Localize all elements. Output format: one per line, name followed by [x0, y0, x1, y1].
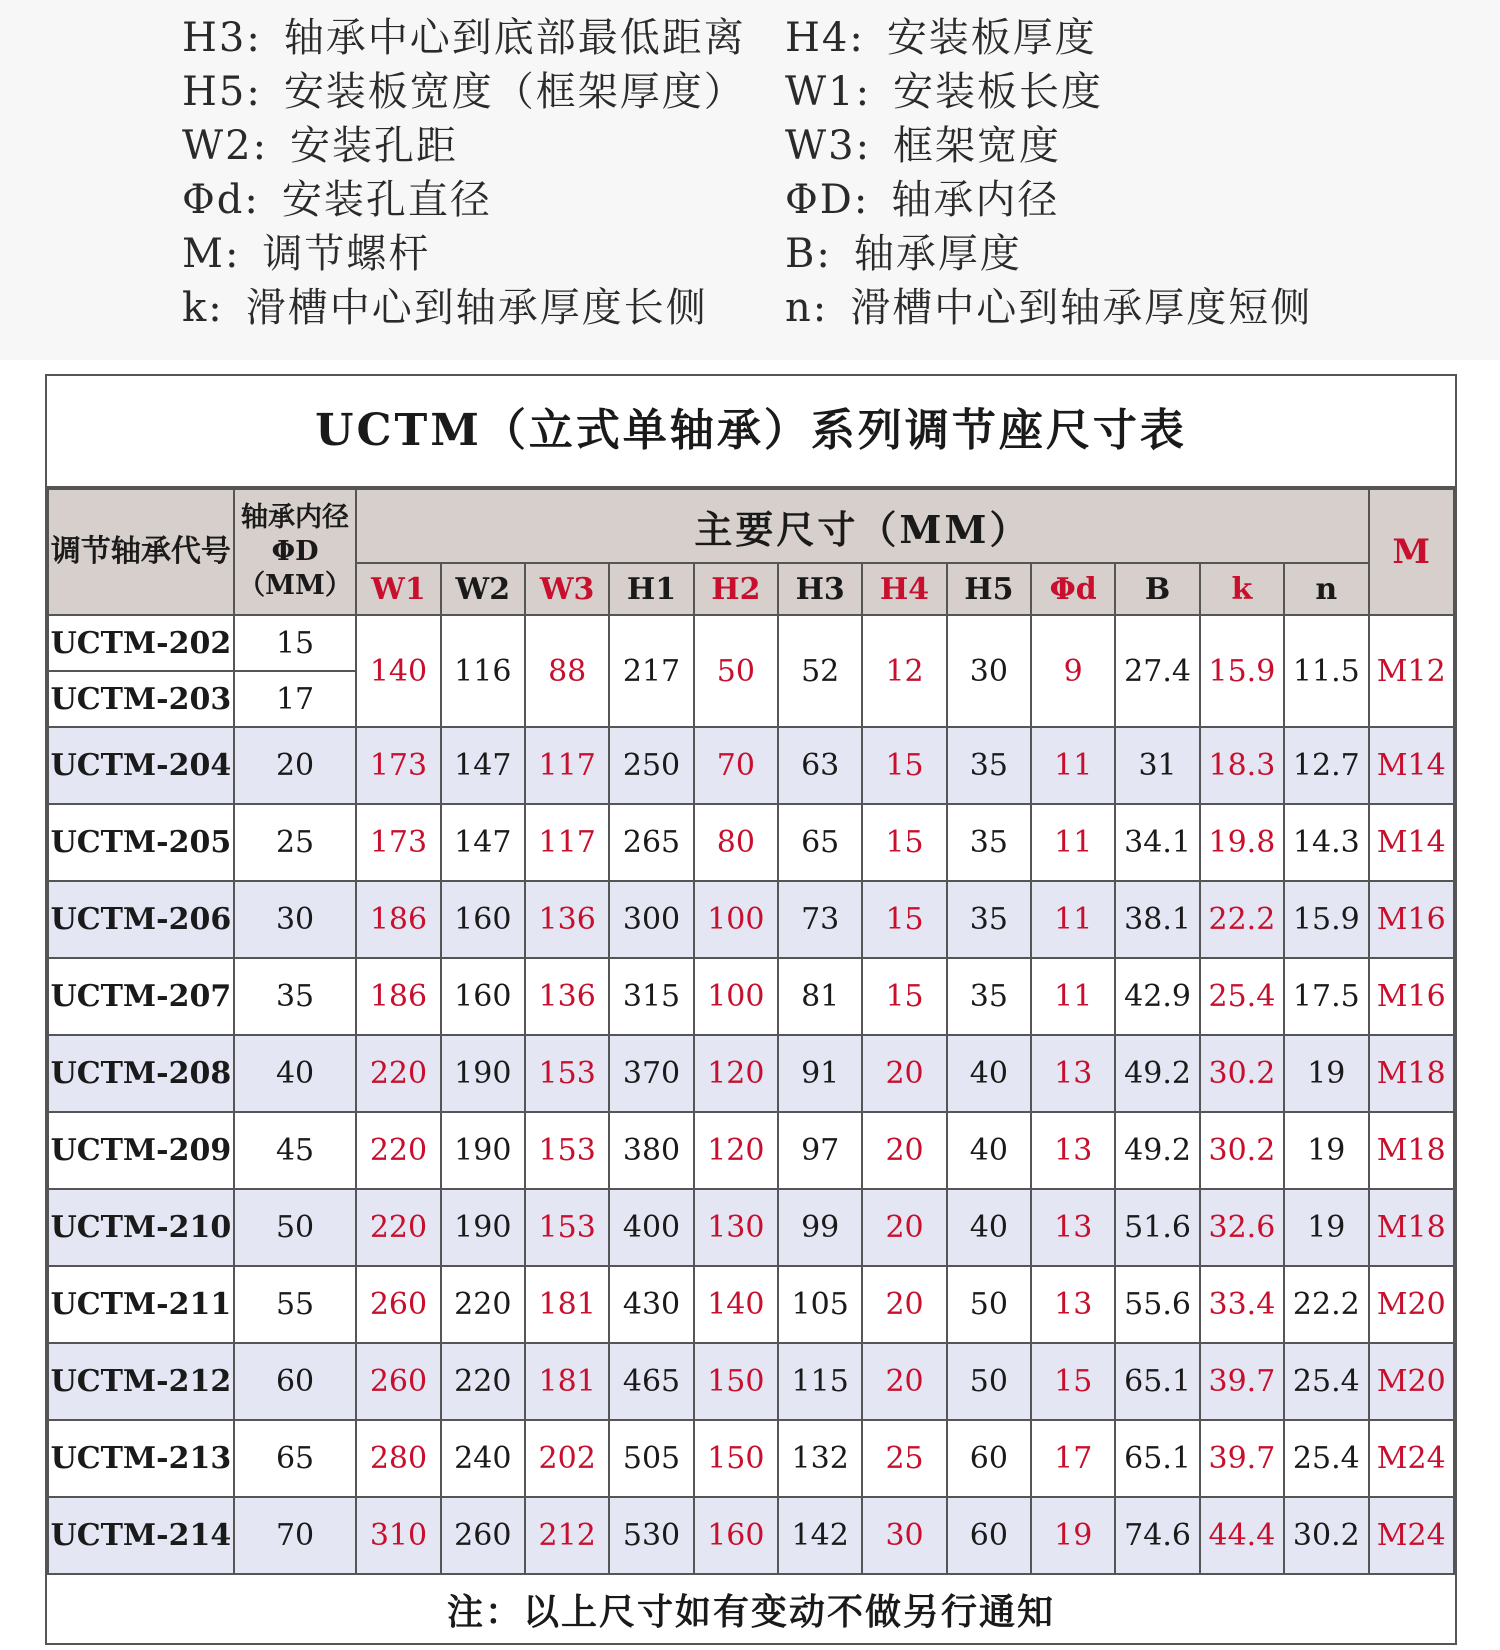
- value-cell: 30.2: [1200, 1112, 1284, 1189]
- value-cell: 34.1: [1115, 804, 1199, 881]
- value-cell: 105: [778, 1266, 862, 1343]
- value-cell: 18.3: [1200, 727, 1284, 804]
- value-cell: 13: [1031, 1189, 1115, 1266]
- value-cell: 38.1: [1115, 881, 1199, 958]
- value-cell: 153: [525, 1112, 609, 1189]
- value-cell: 150: [694, 1420, 778, 1497]
- value-cell: 19: [1284, 1189, 1368, 1266]
- value-cell: 117: [525, 727, 609, 804]
- value-cell: 13: [1031, 1035, 1115, 1112]
- model-cell: UCTM-213: [48, 1420, 234, 1497]
- value-cell: 60: [947, 1420, 1031, 1497]
- value-cell: 186: [356, 958, 440, 1035]
- legend-key: M:: [182, 231, 241, 277]
- value-cell: 186: [356, 881, 440, 958]
- value-cell: 140: [356, 615, 440, 727]
- legend-text: 框架宽度: [893, 123, 1062, 169]
- model-cell: UCTM-211: [48, 1266, 234, 1343]
- bore-cell: 60: [234, 1343, 357, 1420]
- value-cell: 19.8: [1200, 804, 1284, 881]
- legend-key: W1:: [785, 69, 872, 115]
- table-title: UCTM（立式单轴承）系列调节座尺寸表: [47, 376, 1455, 488]
- value-cell: 99: [778, 1189, 862, 1266]
- legend-panel: [0, 0, 1500, 360]
- legend-item: [182, 284, 708, 332]
- bore-cell: 70: [234, 1497, 357, 1574]
- legend-item: [785, 284, 1312, 332]
- value-cell: 220: [356, 1035, 440, 1112]
- value-cell: 300: [609, 881, 693, 958]
- value-cell: 50: [947, 1266, 1031, 1343]
- value-cell: 11: [1031, 804, 1115, 881]
- column-header: B: [1115, 563, 1199, 615]
- value-cell: 19: [1284, 1035, 1368, 1112]
- value-cell: 32.6: [1200, 1189, 1284, 1266]
- header-main-dimensions: 主要尺寸（MM）: [356, 489, 1368, 563]
- value-cell: 173: [356, 727, 440, 804]
- value-cell: 88: [525, 615, 609, 727]
- legend-key: H3:: [182, 15, 262, 61]
- value-cell: 12: [862, 615, 946, 727]
- value-cell: 220: [441, 1343, 525, 1420]
- m-cell: M12: [1369, 615, 1455, 727]
- legend-item: [182, 230, 430, 278]
- table-row: [48, 1035, 1454, 1112]
- value-cell: 240: [441, 1420, 525, 1497]
- legend-key: Φd:: [182, 177, 260, 223]
- value-cell: 147: [441, 727, 525, 804]
- column-header: W3: [525, 563, 609, 615]
- model-cell: UCTM-214: [48, 1497, 234, 1574]
- value-cell: 265: [609, 804, 693, 881]
- bore-cell: 15: [234, 615, 357, 671]
- legend-key: ΦD:: [785, 177, 870, 223]
- legend-text: 安装板长度: [893, 69, 1104, 115]
- bore-cell: 55: [234, 1266, 357, 1343]
- value-cell: 190: [441, 1035, 525, 1112]
- column-header: W2: [441, 563, 525, 615]
- m-cell: M20: [1369, 1266, 1455, 1343]
- value-cell: 11: [1031, 881, 1115, 958]
- value-cell: 100: [694, 958, 778, 1035]
- legend-text: 安装孔直径: [281, 177, 492, 223]
- bore-cell: 45: [234, 1112, 357, 1189]
- legend-text: 轴承内径: [891, 177, 1060, 223]
- value-cell: 40: [947, 1112, 1031, 1189]
- table-note: 注：以上尺寸如有变动不做另行通知: [446, 1591, 1055, 1633]
- bore-cell: 30: [234, 881, 357, 958]
- value-cell: 63: [778, 727, 862, 804]
- value-cell: 260: [356, 1343, 440, 1420]
- column-header: W1: [356, 563, 440, 615]
- m-cell: M18: [1369, 1035, 1455, 1112]
- dimension-table: [45, 374, 1457, 1645]
- value-cell: 160: [441, 958, 525, 1035]
- value-cell: 52: [778, 615, 862, 727]
- value-cell: 120: [694, 1112, 778, 1189]
- dimension-grid: [47, 488, 1455, 1575]
- header-bore: 轴承内径ΦD（MM）: [234, 489, 357, 615]
- value-cell: 136: [525, 881, 609, 958]
- value-cell: 50: [694, 615, 778, 727]
- table-row: [48, 1420, 1454, 1497]
- value-cell: 35: [947, 881, 1031, 958]
- value-cell: 35: [947, 958, 1031, 1035]
- value-cell: 315: [609, 958, 693, 1035]
- legend-item: [182, 68, 746, 116]
- table-row: [48, 1343, 1454, 1420]
- header-m: M: [1369, 489, 1455, 615]
- value-cell: 250: [609, 727, 693, 804]
- table-row: [48, 1189, 1454, 1266]
- value-cell: 25: [862, 1420, 946, 1497]
- value-cell: 30: [862, 1497, 946, 1574]
- value-cell: 73: [778, 881, 862, 958]
- column-header: H1: [609, 563, 693, 615]
- value-cell: 15.9: [1284, 881, 1368, 958]
- value-cell: 27.4: [1115, 615, 1199, 727]
- value-cell: 465: [609, 1343, 693, 1420]
- value-cell: 60: [947, 1497, 1031, 1574]
- value-cell: 370: [609, 1035, 693, 1112]
- value-cell: 30.2: [1284, 1497, 1368, 1574]
- value-cell: 50: [947, 1343, 1031, 1420]
- value-cell: 160: [441, 881, 525, 958]
- model-cell: UCTM-210: [48, 1189, 234, 1266]
- legend-text: 安装孔距: [290, 123, 459, 169]
- legend-item: [182, 176, 492, 224]
- value-cell: 33.4: [1200, 1266, 1284, 1343]
- legend-text: 安装板宽度（框架厚度）: [283, 69, 746, 115]
- model-cell: UCTM-212: [48, 1343, 234, 1420]
- value-cell: 11: [1031, 727, 1115, 804]
- value-cell: 181: [525, 1343, 609, 1420]
- value-cell: 65.1: [1115, 1343, 1199, 1420]
- value-cell: 65: [778, 804, 862, 881]
- value-cell: 22.2: [1200, 881, 1284, 958]
- legend-text: 安装板厚度: [886, 15, 1097, 61]
- legend-text: 轴承中心到底部最低距离: [283, 15, 746, 61]
- table-row: [48, 1266, 1454, 1343]
- value-cell: 15: [1031, 1343, 1115, 1420]
- value-cell: 14.3: [1284, 804, 1368, 881]
- column-header: n: [1284, 563, 1368, 615]
- model-cell: UCTM-204: [48, 727, 234, 804]
- value-cell: 430: [609, 1266, 693, 1343]
- value-cell: 40: [947, 1189, 1031, 1266]
- legend-key: n:: [785, 285, 829, 331]
- value-cell: 30.2: [1200, 1035, 1284, 1112]
- value-cell: 12.7: [1284, 727, 1368, 804]
- value-cell: 153: [525, 1189, 609, 1266]
- value-cell: 9: [1031, 615, 1115, 727]
- value-cell: 153: [525, 1035, 609, 1112]
- bore-cell: 20: [234, 727, 357, 804]
- legend-item: [182, 122, 458, 170]
- bore-cell: 65: [234, 1420, 357, 1497]
- value-cell: 51.6: [1115, 1189, 1199, 1266]
- value-cell: 65.1: [1115, 1420, 1199, 1497]
- legend-text: 滑槽中心到轴承厚度短侧: [850, 285, 1313, 331]
- legend-key: H5:: [182, 69, 262, 115]
- value-cell: 25.4: [1284, 1420, 1368, 1497]
- model-cell: UCTM-206: [48, 881, 234, 958]
- value-cell: 81: [778, 958, 862, 1035]
- value-cell: 190: [441, 1189, 525, 1266]
- column-header: Φd: [1031, 563, 1115, 615]
- column-header: H4: [862, 563, 946, 615]
- value-cell: 212: [525, 1497, 609, 1574]
- value-cell: 35: [947, 727, 1031, 804]
- value-cell: 15: [862, 881, 946, 958]
- legend-item: [182, 14, 746, 62]
- header-model: 调节轴承代号: [48, 489, 234, 615]
- value-cell: 15: [862, 804, 946, 881]
- value-cell: 35: [947, 804, 1031, 881]
- value-cell: 15: [862, 958, 946, 1035]
- table-row: [48, 881, 1454, 958]
- value-cell: 136: [525, 958, 609, 1035]
- legend-text: 轴承厚度: [853, 231, 1022, 277]
- value-cell: 44.4: [1200, 1497, 1284, 1574]
- value-cell: 15: [862, 727, 946, 804]
- value-cell: 116: [441, 615, 525, 727]
- table-row: [48, 804, 1454, 881]
- value-cell: 181: [525, 1266, 609, 1343]
- value-cell: 40: [947, 1035, 1031, 1112]
- legend-text: 滑槽中心到轴承厚度长侧: [245, 285, 708, 331]
- bore-cell: 50: [234, 1189, 357, 1266]
- value-cell: 505: [609, 1420, 693, 1497]
- legend-item: [785, 176, 1059, 224]
- value-cell: 97: [778, 1112, 862, 1189]
- value-cell: 42.9: [1115, 958, 1199, 1035]
- m-cell: M20: [1369, 1343, 1455, 1420]
- table-row: [48, 615, 1454, 671]
- bore-cell: 17: [234, 671, 357, 727]
- value-cell: 17: [1031, 1420, 1115, 1497]
- m-cell: M18: [1369, 1112, 1455, 1189]
- column-header: H2: [694, 563, 778, 615]
- model-cell: UCTM-208: [48, 1035, 234, 1112]
- table-row: [48, 958, 1454, 1035]
- value-cell: 19: [1284, 1112, 1368, 1189]
- value-cell: 190: [441, 1112, 525, 1189]
- value-cell: 202: [525, 1420, 609, 1497]
- legend-text: 调节螺杆: [262, 231, 431, 277]
- table-row: [48, 1112, 1454, 1189]
- value-cell: 220: [356, 1112, 440, 1189]
- m-cell: M16: [1369, 881, 1455, 958]
- column-header: H5: [947, 563, 1031, 615]
- m-cell: M14: [1369, 804, 1455, 881]
- value-cell: 160: [694, 1497, 778, 1574]
- value-cell: 100: [694, 881, 778, 958]
- value-cell: 55.6: [1115, 1266, 1199, 1343]
- legend-item: [785, 230, 1022, 278]
- value-cell: 22.2: [1284, 1266, 1368, 1343]
- legend-key: B:: [785, 231, 832, 277]
- value-cell: 142: [778, 1497, 862, 1574]
- value-cell: 310: [356, 1497, 440, 1574]
- value-cell: 11: [1031, 958, 1115, 1035]
- value-cell: 49.2: [1115, 1112, 1199, 1189]
- legend-key: W2:: [182, 123, 269, 169]
- column-header: k: [1200, 563, 1284, 615]
- value-cell: 13: [1031, 1266, 1115, 1343]
- model-cell: UCTM-205: [48, 804, 234, 881]
- m-cell: M16: [1369, 958, 1455, 1035]
- legend-key: H4:: [785, 15, 865, 61]
- value-cell: 117: [525, 804, 609, 881]
- value-cell: 20: [862, 1112, 946, 1189]
- value-cell: 380: [609, 1112, 693, 1189]
- value-cell: 70: [694, 727, 778, 804]
- bore-cell: 25: [234, 804, 357, 881]
- value-cell: 140: [694, 1266, 778, 1343]
- value-cell: 20: [862, 1035, 946, 1112]
- value-cell: 30: [947, 615, 1031, 727]
- m-cell: M24: [1369, 1497, 1455, 1574]
- legend-item: [785, 14, 1097, 62]
- value-cell: 25.4: [1284, 1343, 1368, 1420]
- value-cell: 115: [778, 1343, 862, 1420]
- value-cell: 91: [778, 1035, 862, 1112]
- value-cell: 132: [778, 1420, 862, 1497]
- value-cell: 120: [694, 1035, 778, 1112]
- m-cell: M18: [1369, 1189, 1455, 1266]
- m-cell: M24: [1369, 1420, 1455, 1497]
- table-row: [48, 1497, 1454, 1574]
- value-cell: 17.5: [1284, 958, 1368, 1035]
- value-cell: 260: [441, 1497, 525, 1574]
- value-cell: 11.5: [1284, 615, 1368, 727]
- legend-item: [785, 122, 1061, 170]
- column-header: H3: [778, 563, 862, 615]
- legend-key: k:: [182, 285, 224, 331]
- value-cell: 20: [862, 1266, 946, 1343]
- value-cell: 400: [609, 1189, 693, 1266]
- table-body: [48, 615, 1454, 1574]
- value-cell: 31: [1115, 727, 1199, 804]
- legend-item: [785, 68, 1103, 116]
- value-cell: 20: [862, 1189, 946, 1266]
- table-row: [48, 727, 1454, 804]
- model-cell: UCTM-202: [48, 615, 234, 671]
- value-cell: 217: [609, 615, 693, 727]
- value-cell: 39.7: [1200, 1343, 1284, 1420]
- value-cell: 74.6: [1115, 1497, 1199, 1574]
- value-cell: 39.7: [1200, 1420, 1284, 1497]
- value-cell: 220: [441, 1266, 525, 1343]
- value-cell: 147: [441, 804, 525, 881]
- bore-cell: 40: [234, 1035, 357, 1112]
- legend-key: W3:: [785, 123, 872, 169]
- value-cell: 15.9: [1200, 615, 1284, 727]
- model-cell: UCTM-203: [48, 671, 234, 727]
- value-cell: 80: [694, 804, 778, 881]
- value-cell: 173: [356, 804, 440, 881]
- value-cell: 280: [356, 1420, 440, 1497]
- model-cell: UCTM-209: [48, 1112, 234, 1189]
- value-cell: 13: [1031, 1112, 1115, 1189]
- m-cell: M14: [1369, 727, 1455, 804]
- value-cell: 25.4: [1200, 958, 1284, 1035]
- value-cell: 49.2: [1115, 1035, 1199, 1112]
- value-cell: 530: [609, 1497, 693, 1574]
- value-cell: 130: [694, 1189, 778, 1266]
- value-cell: 19: [1031, 1497, 1115, 1574]
- value-cell: 260: [356, 1266, 440, 1343]
- value-cell: 20: [862, 1343, 946, 1420]
- model-cell: UCTM-207: [48, 958, 234, 1035]
- value-cell: 150: [694, 1343, 778, 1420]
- value-cell: 220: [356, 1189, 440, 1266]
- bore-cell: 35: [234, 958, 357, 1035]
